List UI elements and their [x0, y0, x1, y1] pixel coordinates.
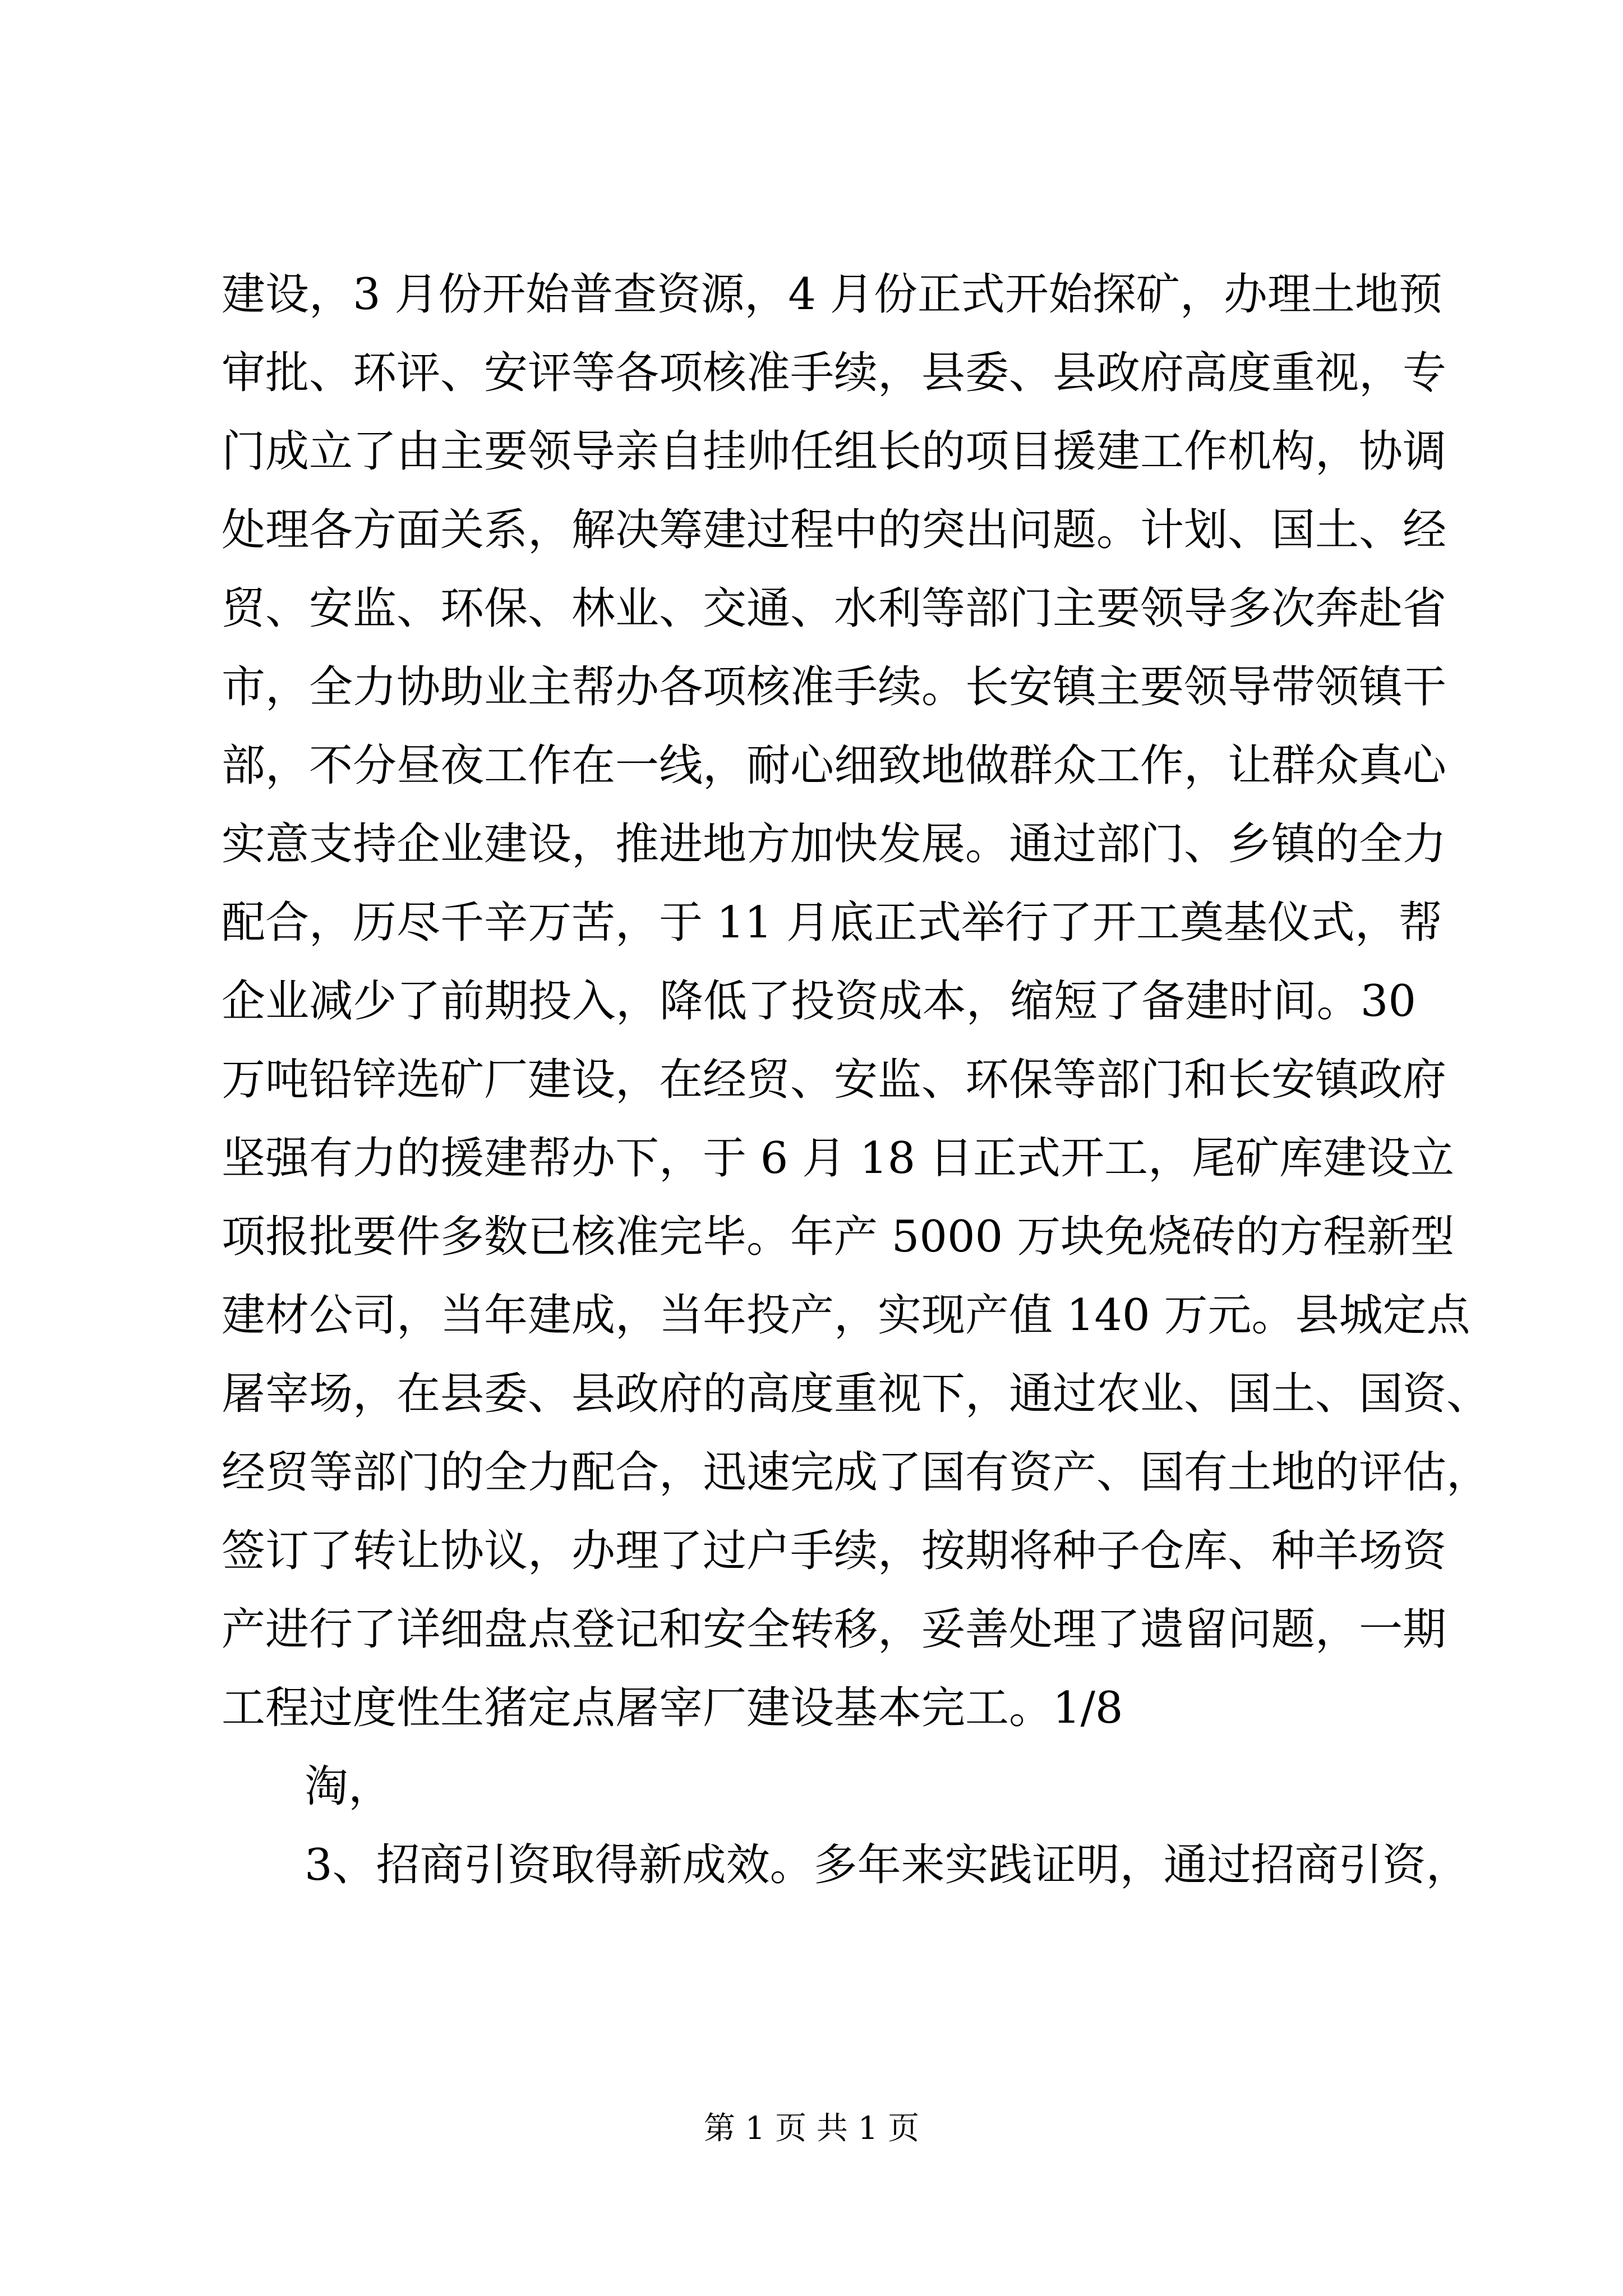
paragraph-line: 淘， — [305, 1761, 393, 1812]
paragraph-line: 配合，历尽千辛万苦，于 11 月底正式举行了开工奠基仪式，帮 — [222, 898, 1442, 948]
paragraph-line: 处理各方面关系，解决筹建过程中的突出问题。计划、国土、经 — [222, 505, 1447, 555]
paragraph-line: 万吨铅锌选矿厂建设，在经贸、安监、环保等部门和长安镇政府 — [222, 1055, 1447, 1105]
paragraph-line: 市，全力协助业主帮办各项核准手续。长安镇主要领导带领镇干 — [222, 662, 1447, 712]
paragraph-line: 贸、安监、环保、林业、交通、水利等部门主要领导多次奔赴省 — [222, 583, 1447, 634]
paragraph-line: 坚强有力的援建帮办下，于 6 月 18 日正式开工，尾矿库建设立 — [222, 1133, 1455, 1184]
paragraph-line: 签订了转让协议，办理了过户手续，按期将种子仓库、种羊场资 — [222, 1526, 1447, 1576]
paragraph-line: 企业减少了前期投入，降低了投资成本，缩短了备建时间。30 — [222, 976, 1416, 1027]
page-footer: 第 1 页 共 1 页 — [703, 2110, 920, 2147]
paragraph-line: 建材公司，当年建成，当年投产，实现产值 140 万元。县城定点 — [222, 1290, 1470, 1341]
paragraph-line: 审批、环评、安评等各项核准手续，县委、县政府高度重视，专 — [222, 348, 1447, 398]
paragraph-line: 经贸等部门的全力配合，迅速完成了国有资产、国有土地的评估， — [222, 1447, 1491, 1498]
paragraph-line: 3、招商引资取得新成效。多年来实践证明，通过招商引资， — [305, 1840, 1470, 1890]
paragraph-line: 实意支持企业建设，推进地方加快发展。通过部门、乡镇的全力 — [222, 819, 1447, 869]
paragraph-line: 屠宰场，在县委、县政府的高度重视下，通过农业、国土、国资、 — [222, 1369, 1491, 1419]
paragraph-line: 建设，3 月份开始普查资源，4 月份正式开始探矿，办理土地预 — [222, 269, 1442, 320]
paragraph-line: 工程过度性生猪定点屠宰厂建设基本完工。1/8 — [222, 1683, 1123, 1733]
paragraph-line: 项报批要件多数已核准完毕。年产 5000 万块免烧砖的方程新型 — [222, 1212, 1455, 1262]
paragraph-line: 部，不分昼夜工作在一线，耐心细致地做群众工作，让群众真心 — [222, 740, 1447, 791]
paragraph-line: 门成立了由主要领导亲自挂帅任组长的项目援建工作机构，协调 — [222, 426, 1447, 477]
paragraph-line: 产进行了详细盘点登记和安全转移，妥善处理了遗留问题，一期 — [222, 1604, 1447, 1655]
